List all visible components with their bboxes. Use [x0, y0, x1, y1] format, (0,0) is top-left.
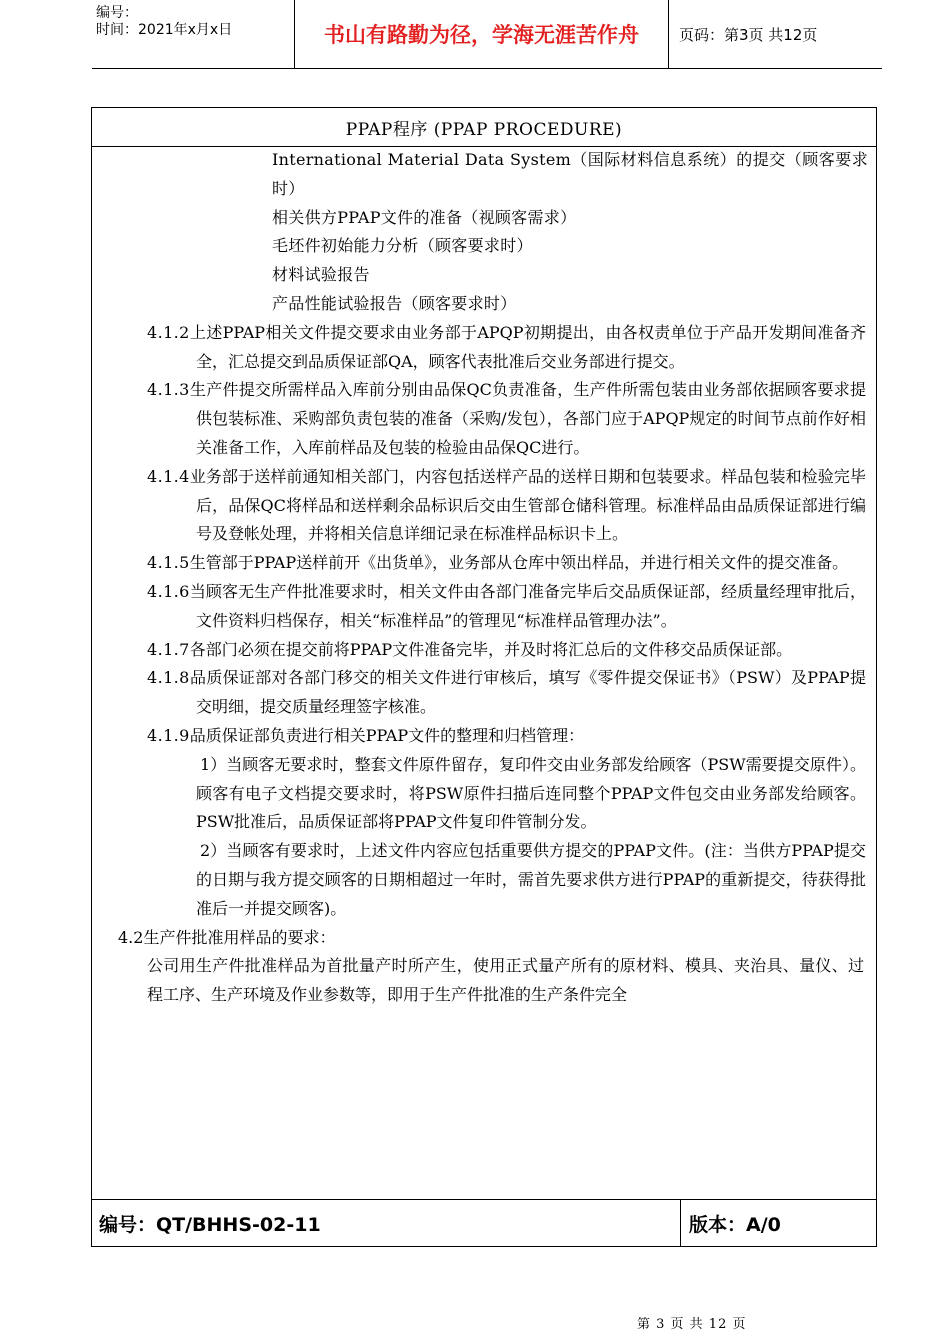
clause-text: 上述PPAP相关文件提交要求由业务部于APQP初期提出，由各权责单位于产品开发期间准备齐全，汇总提交到品质保证部QA，顾客代表批准后交业务部进行提交。 [189, 322, 866, 371]
page-header [92, 0, 882, 69]
clause-number: 4.1.6 [147, 581, 190, 601]
clause-4-1-2 [92, 319, 876, 377]
section-heading-4-2: 4.2生产件批准用样品的要求： [118, 927, 336, 947]
clause-text: 生产件提交所需样品入库前分别由品保QC负责准备，生产件所需包装由业务部依据顾客要求提供包装标准、采购部负责包装的准备（采购/发包），各部门应于APQP规定的时间节点前作好相关准备工作，入库前样品及包装的检验由品保QC进行。 [189, 380, 866, 457]
clause-number: 4.1.3 [147, 380, 190, 400]
header-time: 时间：2021年x月x日 [96, 22, 233, 38]
clause-4-1-3 [92, 376, 876, 462]
list-item: 产品性能试验报告（顾客要求时） [272, 293, 517, 313]
header-left [92, 0, 294, 68]
clause-number: 4.1.4 [147, 466, 190, 486]
header-slogan: 书山有路勤为径，学海无涯苦作舟 [294, 0, 669, 68]
clause-text: 当顾客无生产件批准要求时，相关文件由各部门准备完毕后交品质保证部，经质量经理审批后，文件资料归档保存，相关“标准样品”的管理见“标准样品管理办法”。 [189, 581, 866, 630]
clause-text: 品质保证部对各部门移交的相关文件进行审核后，填写《零件提交保证书》（PSW）及PPAP提交明细，提交质量经理签字核准。 [189, 668, 866, 717]
document-content [92, 146, 876, 1200]
list-item: International Material Data System（国际材料信息系统）的提交（顾客要求时） [272, 150, 868, 198]
clause-number: 4.1.2 [147, 322, 190, 342]
clause-number: 4.1.9 [147, 725, 190, 745]
header-page-label: 页码：第3页 共12页 [679, 25, 818, 44]
clause-number: 4.1.7 [147, 639, 190, 659]
clause-text: 品质保证部负责进行相关PPAP文件的整理和归档管理： [189, 725, 585, 745]
clause-number: 4.1.5 [147, 553, 190, 573]
header-number: 编号： [96, 5, 138, 21]
document-title: PPAP程序 (PPAP PROCEDURE) [92, 108, 876, 147]
clause-4-1-4 [92, 463, 876, 549]
clause-4-1-9 [92, 722, 876, 751]
footer-version: 版本：A/0 [680, 1200, 876, 1246]
document-footer [92, 1199, 876, 1246]
footer-doc-number: 编号：QT/BHHS-02-11 [99, 1213, 321, 1236]
clause-4-1-5 [92, 549, 876, 578]
clause-4-1-6 [92, 578, 876, 636]
subclause-2: 2）当顾客有要求时，上述文件内容应包括重要供方提交的PPAP文件。(注：当供方PPAP提交的日期与我方提交顾客的日期相超过一年时，需首先要求供方进行PPAP的重新提交，待获得批准后一并提交顾客)。 [196, 841, 866, 918]
subclause-1: 1）当顾客无要求时，整套文件原件留存，复印件交由业务部发给顾客（PSW需要提交原件）。顾客有电子文档提交要求时，将PSW原件扫描后连同整个PPAP文件包交由业务部发给顾客。PSW批准后，品质保证部将PPAP文件复印件管制分发。 [196, 754, 866, 832]
clause-4-1-7 [92, 636, 876, 665]
clause-number: 4.1.8 [147, 668, 190, 688]
document-box [91, 107, 877, 1247]
list-item: 毛坯件初始能力分析（顾客要求时） [272, 236, 533, 256]
clause-text: 业务部于送样前通知相关部门，内容包括送样产品的送样日期和包装要求。样品包装和检验完毕后，品保QC将样品和送样剩余品标识后交由生管部仓储科管理。标准样品由品质保证部进行编号及登帐处理，并将相关信息详细记录在标准样品标识卡上。 [189, 466, 866, 544]
clause-text: 生管部于PPAP送样前开《出货单》，业务部从仓库中领出样品，并进行相关文件的提交准备。 [189, 553, 849, 573]
page-number: 第 3 页 共 12 页 [637, 1317, 747, 1332]
list-item: 材料试验报告 [272, 265, 370, 285]
clause-4-1-8 [92, 664, 876, 722]
clause-text: 各部门必须在提交前将PPAP文件准备完毕，并及时将汇总后的文件移交品质保证部。 [189, 639, 793, 659]
list-item: 相关供方PPAP文件的准备（视顾客需求） [272, 207, 577, 227]
section-body-4-2: 公司用生产件批准样品为首批量产时所产生，使用正式量产所有的原材料、模具、夹治具、量仪、过程工序、生产环境及作业参数等，即用于生产件批准的生产条件完全 [147, 956, 864, 1005]
